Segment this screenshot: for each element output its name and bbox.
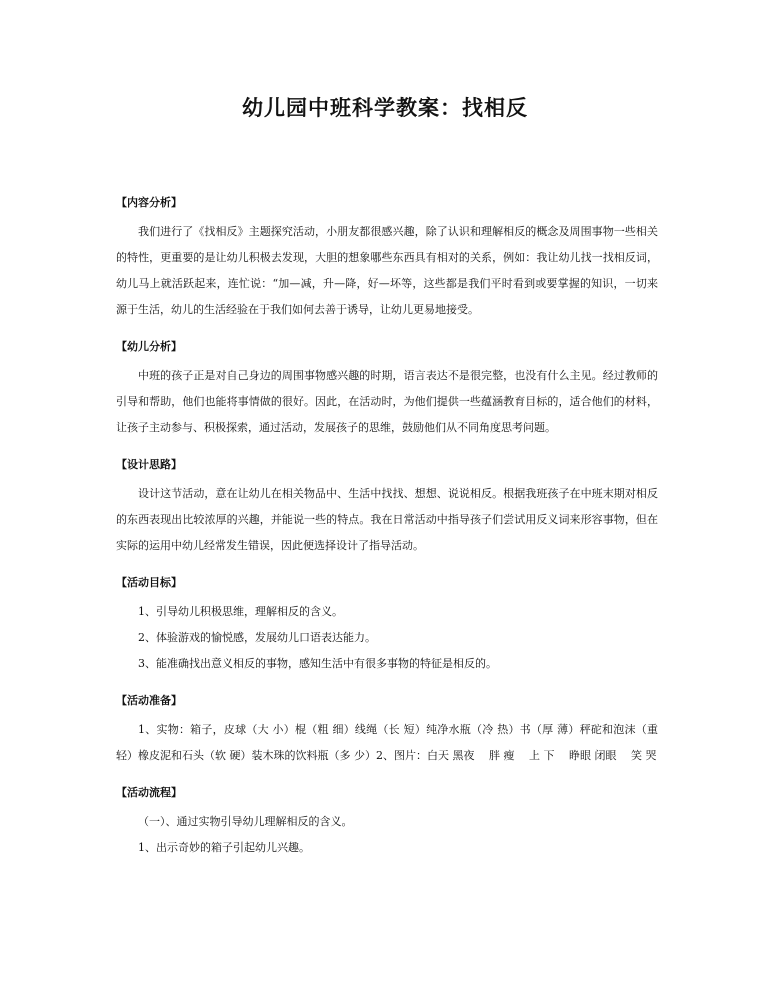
list-item: 1、出示奇妙的箱子引起幼儿兴趣。: [138, 841, 310, 854]
section-heading: 【设计思路】: [116, 458, 182, 471]
list-item: 2、体验游戏的愉悦感，发展幼儿口语表达能力。: [138, 631, 376, 644]
list-item: 1、引导幼儿积极思维，理解相反的含义。: [138, 605, 343, 618]
section-content-analysis: [116, 195, 658, 323]
section-heading: 【活动准备】: [116, 694, 182, 707]
section-heading: 【幼儿分析】: [116, 340, 182, 353]
section-design: [116, 457, 658, 559]
section-heading: 【活动流程】: [116, 786, 182, 799]
section-goals: [116, 575, 658, 677]
section-heading: 【内容分析】: [116, 196, 182, 209]
section-heading: 【活动目标】: [116, 576, 182, 589]
section-paragraph: 我们进行了《找相反》主题探究活动，小朋友都很感兴趣，除了认识和理解相反的概念及周围事物一些相关的特性，更重要的是让幼儿积极去发现，大胆的想象哪些东西具有相对的关系，例如：我让幼儿找一找相反词，幼儿马上就活跃起来，连忙说：“加—减，升—降，好—坏等，这些都是我们平时看到或要掌握的知识，一切来源于生活，幼儿的生活经验在于我们如何去善于诱导，让幼儿更易地接受。: [116, 225, 658, 316]
section-prep: [116, 693, 658, 769]
section-paragraph: 设计这节活动，意在让幼儿在相关物品中、生活中找找、想想、说说相反。根据我班孩子在中班末期对相反的东西表现出比较浓厚的兴趣，并能说一些的特点。我在日常活动中指导孩子们尝试用反义词来形容事物，但在实际的运用中幼儿经常发生错误，因此便选择设计了指导活动。: [116, 487, 658, 552]
document-body: [116, 195, 658, 861]
list-item: （一）、通过实物引导幼儿理解相反的含义。: [138, 815, 353, 828]
list-item: 3、能准确找出意义相反的事物，感知生活中有很多事物的特征是相反的。: [138, 657, 497, 670]
section-process: [116, 785, 658, 861]
section-paragraph: 中班的孩子正是对自己身边的周围事物感兴趣的时期，语言表达不是很完整，也没有什么主见。经过教师的引导和帮助，他们也能将事情做的很好。因此，在活动时，为他们提供一些蕴涵教育目标的，适合他们的材料，让孩子主动参与、积极探索，通过活动，发展孩子的思维，鼓励他们从不同角度思考问题。: [116, 369, 658, 434]
section-paragraph: 1、实物：箱子，皮球（大 小）棍（粗 细）线绳（长 短）纯净水瓶（冷 热）书（厚 薄）秤砣和泡沫（重 轻）橡皮泥和石头（软 硬）装木珠的饮料瓶（多 少）2、图片：白天 黑夜 胖 瘦 上 下 睁眼 闭眼 笑 哭: [116, 723, 658, 762]
page-title: 幼儿园中班科学教案：找相反: [242, 96, 528, 120]
section-child-analysis: [116, 339, 658, 441]
